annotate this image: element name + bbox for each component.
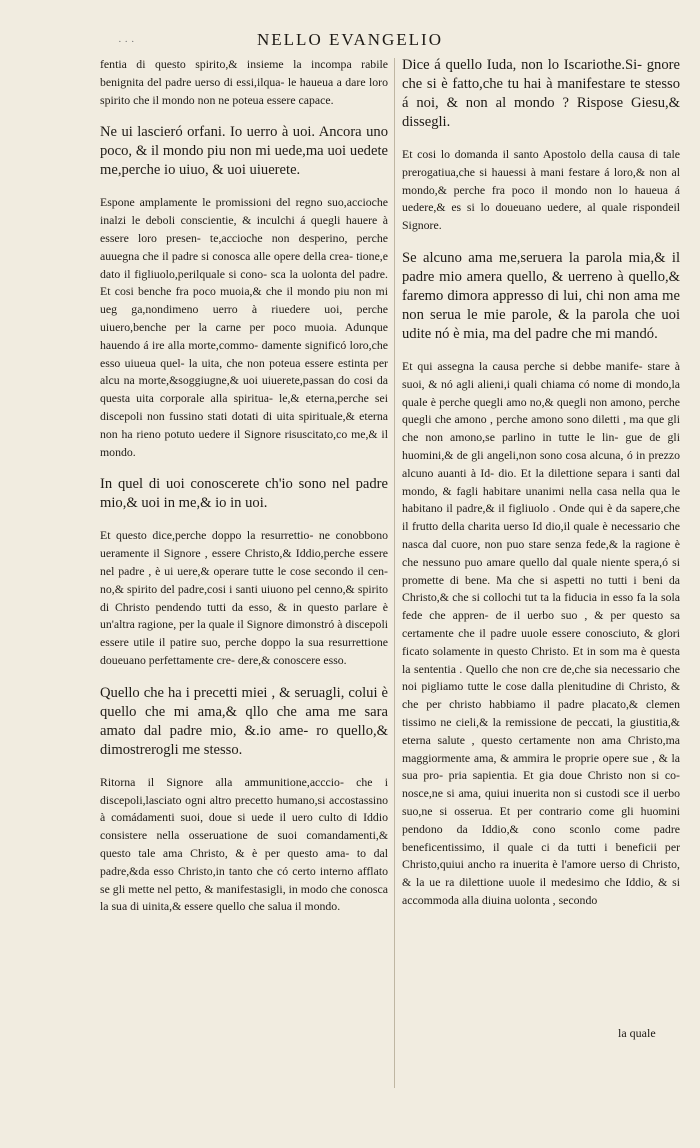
signature-mark: · · ·: [118, 36, 135, 48]
catchword: la quale: [618, 1026, 656, 1040]
column-divider: [394, 58, 395, 1088]
left-column: [100, 56, 388, 930]
scripture-verse: Ne ui lascieró orfani. Io uerro à uoi. Ancora uno poco, & il mondo piu non mi uede,ma uoi uedete me,perche io uiuo, & uoi uiuerete.: [100, 124, 388, 179]
commentary-paragraph: Et cosi lo domanda il santo Apostolo della causa di tale prerogatiua,che si hauessi à mani festare á loro,& non al mondo,& perche fra poco il mondo non lo haueua á uedere,& es si lo doueuano uedere, al quale rispondeil Signore.: [402, 147, 680, 233]
right-column: [402, 56, 680, 924]
scripture-verse: In quel di uoi conoscerete ch'io sono nel padre mio,& uoi in me,& io in uoi.: [100, 476, 388, 512]
commentary-paragraph: Et questo dice,perche doppo la resurrettio- ne conobbono ueramente il Signore , essere Christo,& Iddio,perche essere nel padre , è ui uere,& operare tutte le cose secondo il cen- no,& spirito del padre,cosi i santi uiuono pel cenno,& spirito di Christo pendendo tutti da esso, & in questo parlare è un'altra ragione, per la quale il Signore dimonstró à discepoli essere utile il patire suo, perche doppo la sua resurrettione doueuano perfettamente cre- dere,& conoscere esso.: [100, 528, 388, 667]
commentary-paragraph: Et qui assegna la causa perche si debbe manife- stare à suoi, & nó agli alieni,i quali chiama có nome di mondo,la quale è perche quegli amo no,& quegli non amono, perche quegli che amono , perche amono sono diletti , ma que gli che non amono,se parlino in tutte le lin- gue de gli huomini,& de gli angeli,non sono cosa alcuna, ó in prezzo alcuno auanti à Id- dio. Et la dilettione separa i santi dal mondo, & fagli habitare unanimi nella casa nella qua le habitano il padre,& il figliuolo . Onde qui è da sapere,che il frutto della charita uerso Id dio,il quale è necessario che nasca dal cuore, non puo stare senza fede,& la ragione è che nessuno puo amare quello dal quale niente spera,ó si promette di bene. Ma che si aspetti no tutti i beni da Christo,& che si collochi tut ta la fiducia in esso fa la sola fede che appren- de il uerbo suo , & per questo sa certamente che il padre uuole essere conosciuto, & glori ficato solamente in questo Christo. Et in som ma è questa la sententia . Quello che non cre de,che sia necessario che noi pigliamo tutte le cose dalla plenitudine di Christo, & che per christo habbiamo il padre placato,& clemen tissimo ne cieli,& la remissione de peccati, la giustitia,& eterna salute , questo certamente non ama Christo,ma maggiormente ama, & ammira le proprie opere sue , & la sua pro- pria sapientia. Et gia doue Christo non si co- nosce,ne si ama, quiui inuerita non si custodi sce il uerbo suo,ne si osserua. Et per contrario come gli huomini pendono da Iddio,& cono sconlo come padre beneficentissimo, il quale ci da tutti i beneficii per Christo,quiui ancho ra inuerita è l'amore uerso di Christo, & la ue ra dilettione uuole il medesimo che Iddio, & si accommoda alla diuina uolonta , secondo: [402, 358, 680, 907]
scripture-verse: Quello che ha i precetti miei , & seruagli, colui è quello che mi ama,& qllo che ama me sara amato dal padre mio, &.io ame- ro quello,& dimostrerogli me stesso.: [100, 684, 388, 758]
commentary-paragraph: Espone amplamente le promissioni del regno suo,accioche inalzi le deboli conscientie, & inculchi á quegli hauere à essere loro presen- te,accioche non desperino, perche auuegna che il padre si conosca alle opere della crea- tione,e dato il figliuolo,perilquale si cono- sca la uolonta del padre. Et cosi benche fra poco muoia,& che il mondo piu non mi ueg ga,nondimeno uerro à riuedere uoi, perche uiuero,benche per la carne per poco muoia. Adunque hauendo á ire alla morte,commo- damente significó loro,che esso uiueua quel- la uita, che non poteua essere estinta per alcu na morte,&soggiugne,& uoi uiuerete,passan do cosi da questa uita corporale alla spiritua- le,& eterna,perche sei discepoli non fussino stati dotati di uita spirituale,& eterna non ha rieno potuto uedere il Signore risuscitato,co me,& il mondo.: [100, 195, 388, 459]
scripture-verse: Dice á quello Iuda, non lo Iscariothe.Si- gnore che si è fatto,che tu hai à manifestare te stesso á noi, & non al mondo ? Rispose Giesu,& dissegli.: [402, 57, 680, 130]
running-title: NELLO EVANGELIO: [257, 30, 443, 49]
commentary-paragraph: Ritorna il Signore alla ammunitione,acccio- che i discepoli,lasciato ogni altro precetto humano,si accostassino à comádamenti suoi, doue si uede il uero culto di Iddio consistere nella osseruatione de suoi comandamenti,& questo tale ama Christo, & è per questo ama- to dal padre,&da esso Christo,in tanto che có certo interno afflato se gli mette nel petto, & manifestasigli, in modo che conosca la sua di uinita,& essere quello che salua il mondo.: [100, 774, 388, 914]
scripture-verse: Se alcuno ama me,seruera la parola mia,& il padre mio amera quello, & uerreno à quello,& faremo dimora appresso di lui, chi non ama me non serua le mie parole, & la parola che uoi udite nó è mia, ma del padre che mi mandó.: [402, 249, 680, 342]
commentary-paragraph: fentia di questo spirito,& insieme la incompa rabile benignita del padre uerso di essi,ilqua- le haueua a dare loro spirito che il mondo non ne poteua essere capace.: [100, 57, 388, 107]
